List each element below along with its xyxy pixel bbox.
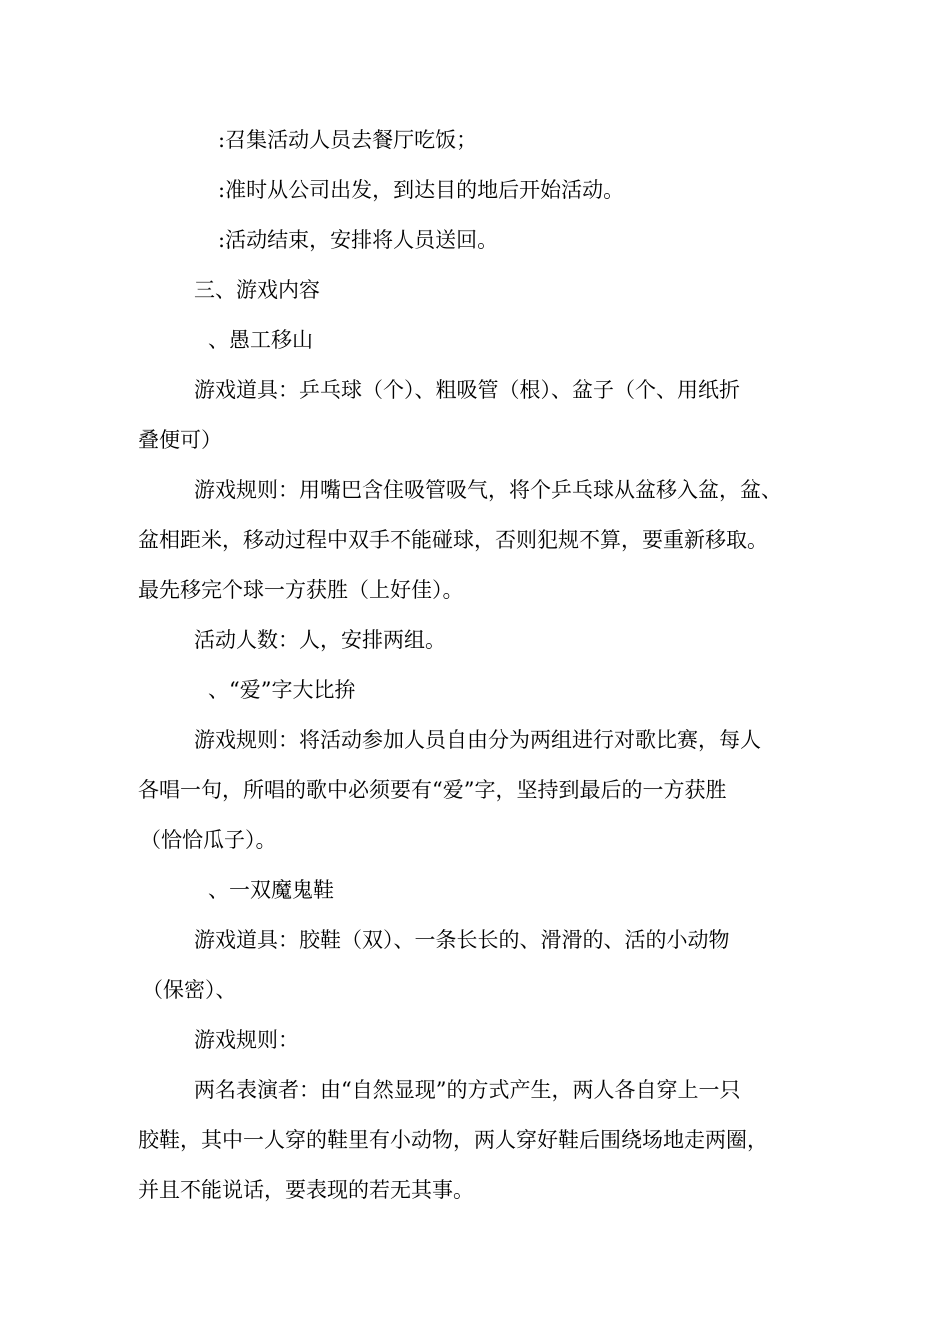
text-line: 盆相距米，移动过程中双手不能碰球，否则犯规不算，要重新移取。 [138,528,768,552]
subsection-heading: 、愚工移山 [208,328,313,352]
text-line: 叠便可） [138,428,222,452]
text-line: :准时从公司出发，到达目的地后开始活动。 [218,178,625,202]
text-line: 游戏道具：乒乓球（个）、粗吸管（根）、盆子（个、用纸折 [194,378,740,402]
text-line: :召集活动人员去餐厅吃饭； [218,128,478,152]
text-line: 游戏规则： [194,1028,299,1052]
text-line: 两名表演者：由“自然显现”的方式产生，两人各自穿上一只 [194,1078,741,1102]
text-line: 各唱一句，所唱的歌中必须要有“爱”字，坚持到最后的一方获胜 [138,778,727,802]
text-line: :活动结束，安排将人员送回。 [218,228,499,252]
section-heading: 三、游戏内容 [194,278,320,302]
subsection-heading: 、一双魔鬼鞋 [208,878,334,902]
text-line: 并且不能说话，要表现的若无其事。 [138,1178,474,1202]
text-line: （保密）、 [142,978,237,1002]
text-line: 最先移完个球一方获胜（上好佳）。 [138,578,464,602]
subsection-heading: 、“爱”字大比拚 [208,678,356,702]
text-line: 游戏规则：用嘴巴含住吸管吸气，将个乒乓球从盆移入盆，盆、 [194,478,782,502]
text-line: 胶鞋，其中一人穿的鞋里有小动物，两人穿好鞋后围绕场地走两圈， [138,1128,768,1152]
text-line: （恰恰瓜子）。 [140,828,277,852]
text-line: 游戏道具：胶鞋（双）、一条长长的、滑滑的、活的小动物 [194,928,730,952]
text-line: 活动人数：人，安排两组。 [194,628,446,652]
text-line: 游戏规则：将活动参加人员自由分为两组进行对歌比赛，每人 [194,728,761,752]
